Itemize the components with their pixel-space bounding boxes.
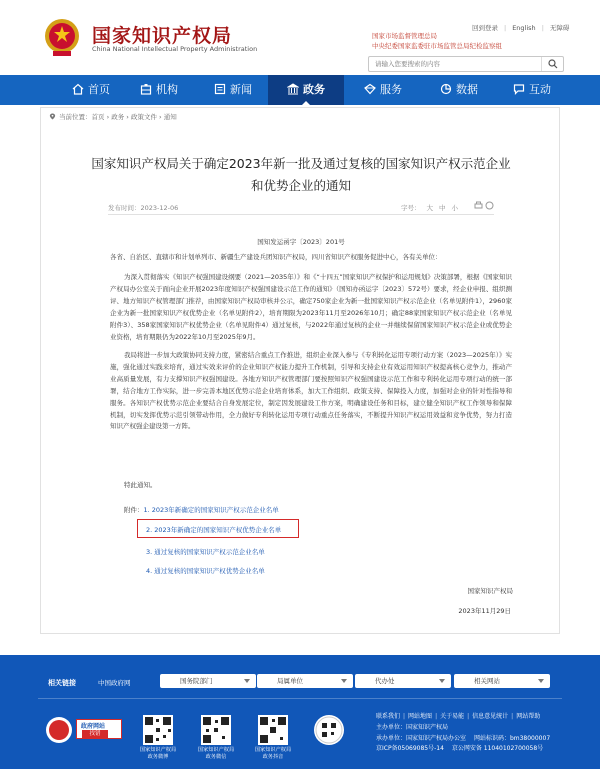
footer-organizer	[376, 734, 550, 745]
attachments-lead: 附件：	[124, 506, 144, 514]
select-state-council[interactable]	[160, 674, 256, 688]
nav-data[interactable]	[421, 75, 497, 105]
select-state-council-label: 国务院部门	[180, 677, 213, 685]
accessibility-link[interactable]: 无障碍	[549, 24, 570, 32]
footer-link-about[interactable]: 关于易能	[440, 713, 465, 720]
select-affiliates-label: 局属单位	[277, 677, 303, 685]
body-paragraph-1: 为深入贯彻落实《知识产权强国建设纲要（2021—2035年）》和《“十四五”国家知识产权保护和运用规划》决策部署，根据《国家知识产权局办公室关于面向企业开展2023年度知识产权强国建设示范工作的通知》（国知办函运字〔2023〕572号）要求，经企业申报、组织测评、地方知识产权管理部门推荐，由国家知识产权局审核并公示，确定750家企业为新一批国家知识产权示范企业（名单见附件1），2960家企业为新一批国家知识产权优势企业（名单见附件2），培育期限为2023年11月至2026年10月；确定88家国家知识产权示范企业（名单见附件3）、358家国家知识产权优势企业（名单见附件4）通过复核，与2022年通过复核的企业一并继续保留国家知识产权示范企业或优势企业资格，培育期限仍为2022年10月至2025年9月。	[110, 273, 512, 341]
footer-police-link[interactable]: 京公网安备 11040102700058号	[451, 745, 544, 753]
search-button[interactable]	[541, 57, 563, 71]
english-link[interactable]: English	[512, 24, 536, 32]
wechat-qr-code-icon	[201, 715, 231, 745]
site-title-en: China National Intellectual Property Administration	[92, 45, 258, 53]
nav-home-label: 首页	[88, 83, 110, 96]
breadcrumb-text[interactable]: 当前位置：首页 › 政务 › 政策文件 › 通知	[59, 113, 177, 121]
breadcrumb	[49, 112, 177, 121]
app-qr-code-icon	[314, 715, 344, 745]
login-link[interactable]: 回到登录	[472, 24, 498, 32]
chevron-down-icon	[341, 679, 347, 683]
font-size-large[interactable]: 大	[426, 204, 433, 212]
nav-news-label: 新闻	[230, 83, 252, 96]
select-agencies[interactable]	[355, 674, 451, 688]
nav-home[interactable]	[53, 75, 129, 105]
error-badge-title: 政府网站	[81, 723, 106, 730]
related-links-row	[0, 655, 600, 697]
font-size-label: 字号：	[401, 204, 421, 212]
home-icon	[72, 83, 84, 95]
chevron-down-icon	[244, 679, 250, 683]
supervisor-link-inspection[interactable]: 中央纪委国家监委驻市场监管总局纪检监察组	[372, 42, 502, 50]
document-number: 国知发运函字〔2023〕201号	[257, 238, 345, 246]
select-related-sites[interactable]	[454, 674, 550, 688]
chevron-down-icon	[439, 679, 445, 683]
font-size-controls	[401, 203, 458, 212]
service-icon	[364, 83, 376, 95]
footer-site-code: 网站标识码：bm38000007	[473, 734, 551, 742]
nav-org[interactable]	[121, 75, 197, 105]
weibo-label: 国家知识产权局 政务微博	[139, 747, 177, 760]
chevron-down-icon	[538, 679, 544, 683]
attachment-link-1[interactable]: 1. 2023年新确定的国家知识产权示范企业名单	[143, 506, 279, 514]
nav-gov[interactable]	[268, 75, 344, 105]
nav-service-label: 服务	[380, 83, 402, 96]
attachment-link-4[interactable]: 4. 通过复核的国家知识产权优势企业名单	[146, 567, 265, 575]
footer-link-stats[interactable]: 信息意见统计	[472, 713, 509, 720]
national-emblem-icon	[44, 18, 80, 58]
site-title[interactable]: 国家知识产权局	[92, 25, 233, 47]
nav-news[interactable]	[195, 75, 271, 105]
douyin-qr-code-icon	[258, 715, 288, 745]
search-input[interactable]	[369, 57, 541, 71]
footer-link-sitemap[interactable]: 网站地图	[408, 713, 433, 720]
share-icon[interactable]	[485, 201, 494, 210]
gov-site-error-report-badge[interactable]	[76, 719, 122, 739]
top-links: 回到登录 | English | 无障碍	[472, 24, 570, 32]
gov-icon	[287, 83, 299, 95]
nav-data-label: 数据	[456, 83, 478, 96]
signature-date: 2023年11月29日	[458, 607, 511, 615]
print-icon[interactable]	[474, 201, 483, 210]
main-nav	[0, 75, 600, 105]
closing-line: 特此通知。	[124, 481, 157, 489]
nav-gov-label: 政务	[303, 83, 325, 96]
attachment-link-3[interactable]: 3. 通过复核的国家知识产权示范企业名单	[146, 548, 265, 556]
nav-org-label: 机构	[156, 83, 178, 96]
article-title-line1: 国家知识产权局关于确定2023年新一批及通过复核的国家知识产权示范企业	[91, 156, 511, 171]
footer-host: 主办单位：国家知识产权局	[376, 723, 449, 731]
attachment-link-2[interactable]: 2. 2023年新确定的国家知识产权优势企业名单	[146, 526, 282, 534]
footer-icp-link[interactable]: 京ICP备05069085号-14	[376, 745, 444, 753]
data-icon	[440, 83, 452, 95]
article-container	[40, 107, 560, 634]
chat-icon	[513, 83, 525, 95]
signature: 国家知识产权局	[467, 587, 513, 595]
footer-icp	[376, 744, 550, 755]
article-title-line2: 和优势企业的通知	[250, 178, 351, 193]
search-icon	[548, 59, 558, 69]
select-related-sites-label: 相关网站	[474, 677, 500, 685]
footer-link-contact[interactable]: 联系我们	[376, 713, 401, 720]
supervisor-link-samr[interactable]: 国家市场监督管理总局	[372, 32, 437, 40]
location-pin-icon	[49, 113, 56, 120]
footer-link-help[interactable]: 网站帮助	[516, 713, 541, 720]
weibo-qr-code-icon	[143, 715, 173, 745]
footer-links: 联系我们 | 网站地图 | 关于易能 | 信息意见统计 | 网站帮助	[376, 713, 541, 720]
font-size-medium[interactable]: 中	[439, 204, 446, 212]
select-affiliates[interactable]	[257, 674, 353, 688]
publish-date: 发布时间：2023-12-06	[108, 204, 179, 212]
related-links-label: 相关链接	[48, 679, 76, 687]
error-badge-sub: 找错	[82, 730, 108, 738]
news-icon	[214, 83, 226, 95]
article-title	[81, 153, 521, 197]
nav-service[interactable]	[345, 75, 421, 105]
party-gov-badge-icon[interactable]	[46, 717, 72, 743]
footer-organizer-text: 承办单位：国家知识产权局办公室	[376, 734, 467, 742]
footer-divider	[38, 698, 562, 699]
attachment-row-1	[124, 505, 279, 514]
body-paragraph-2: 我局将进一步加大政策协同支持力度，紧密结合重点工作推进，组织企业深入参与《专利转化运用专项行动方案（2023—2025年）》实施，强化通过实践来培育，通过实效来评价的企业知识产权能力提升工作机制，引导和支持企业有效运用知识产权提高核心竞争力，推动产业高质量发展，有力支撑知识产权强国建设。各地方知识产权管理部门要按照知识产权强国建设示范工作和专利转化运用专项行动的统一部署，结合地方工作实际，进一步完善本地区优势示范企业培育体系，加大工作组织、政策支持、保障投入力度，加强对企业的针对性指导和服务。各知识产权优势示范企业要结合自身发展定位，制定因发展建设工作方案，明确建设任务和目标，建立健全知识产权工作领导和保障机制，切实发挥优势示范引领带动作用，全力做好专利转化运用专项行动重点任务落实，不断提升知识产权运用效益和竞争优势，努力打造知识产权强企建设第一方阵。	[110, 351, 512, 431]
nav-interact-label: 互动	[529, 83, 551, 96]
site-footer	[0, 655, 600, 769]
font-size-small[interactable]: 小	[451, 204, 458, 212]
douyin-label: 国家知识产权局 政务抖音	[254, 747, 292, 760]
addressee: 各省、自治区、直辖市和计划单列市、新疆生产建设兵团知识产权局，四川省知识产权服务促进中心，各有关单位：	[110, 253, 442, 261]
gov-portal-link[interactable]: 中国政府网	[98, 679, 131, 687]
site-header	[0, 0, 600, 75]
select-agencies-label: 代办处	[375, 677, 395, 685]
wechat-label: 国家知识产权局 政务微信	[197, 747, 235, 760]
article-meta	[108, 201, 494, 215]
search-box	[368, 56, 564, 72]
supervisor-links	[372, 31, 502, 51]
footer-info	[376, 712, 550, 755]
article-tools	[474, 201, 494, 212]
nav-interact[interactable]	[494, 75, 570, 105]
org-icon	[140, 83, 152, 95]
